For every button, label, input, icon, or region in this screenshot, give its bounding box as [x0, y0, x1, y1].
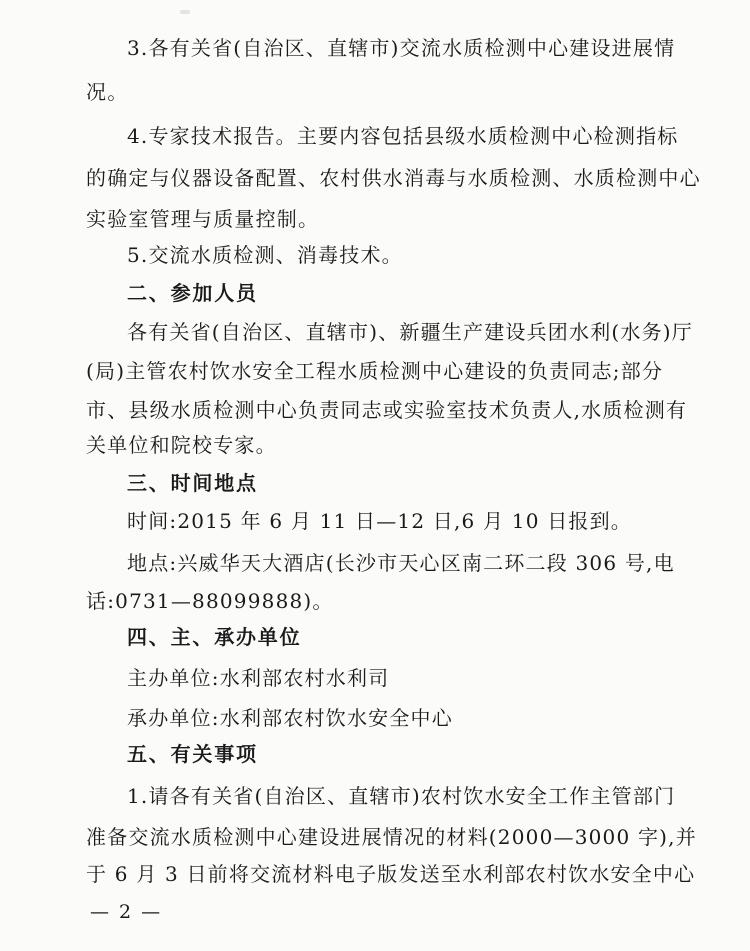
- section-heading-organizers: 四、主、承办单位: [127, 625, 302, 649]
- body-line-5: 实验室管理与质量控制。: [86, 207, 320, 231]
- body-line-6: 5.交流水质检测、消毒技术。: [127, 243, 403, 267]
- body-line-15: 承办单位:水利部农村饮水安全中心: [127, 706, 453, 730]
- scan-mark: [180, 10, 190, 14]
- body-line-10: 关单位和院校专家。: [86, 433, 277, 457]
- body-line-7: 各有关省(自治区、直辖市)、新疆生产建设兵团水利(水务)厅: [127, 320, 694, 344]
- body-line-14: 主办单位:水利部农村水利司: [127, 666, 390, 690]
- section-heading-personnel: 二、参加人员: [127, 281, 258, 305]
- body-line-4: 的确定与仪器设备配置、农村供水消毒与水质检测、水质检测中心: [86, 166, 701, 190]
- body-line-13: 话:0731—88099888)。: [86, 589, 334, 613]
- body-line-16: 1.请各有关省(自治区、直辖市)农村饮水安全工作主管部门: [127, 784, 676, 808]
- body-line-17: 准备交流水质检测中心建设进展情况的材料(2000—3000 字),并: [86, 825, 697, 849]
- body-line-18: 于 6 月 3 日前将交流材料电子版发送至水利部农村饮水安全中心: [86, 862, 696, 886]
- section-heading-time-place: 三、时间地点: [127, 471, 258, 495]
- page-number: — 2 —: [90, 901, 163, 923]
- body-line-11: 时间:2015 年 6 月 11 日—12 日,6 月 10 日报到。: [127, 509, 633, 533]
- section-heading-related-matters: 五、有关事项: [127, 742, 258, 766]
- body-line-8: (局)主管农村饮水安全工程水质检测中心建设的负责同志;部分: [86, 359, 664, 383]
- body-line-12: 地点:兴威华天大酒店(长沙市天心区南二环二段 306 号,电: [127, 551, 675, 575]
- body-line-1: 3.各有关省(自治区、直辖市)交流水质检测中心建设进展情: [127, 36, 676, 60]
- body-line-3: 4.专家技术报告。主要内容包括县级水质检测中心检测指标: [127, 124, 679, 148]
- body-line-9: 市、县级水质检测中心负责同志或实验室技术负责人,水质检测有: [86, 398, 688, 422]
- body-line-2: 况。: [86, 80, 129, 104]
